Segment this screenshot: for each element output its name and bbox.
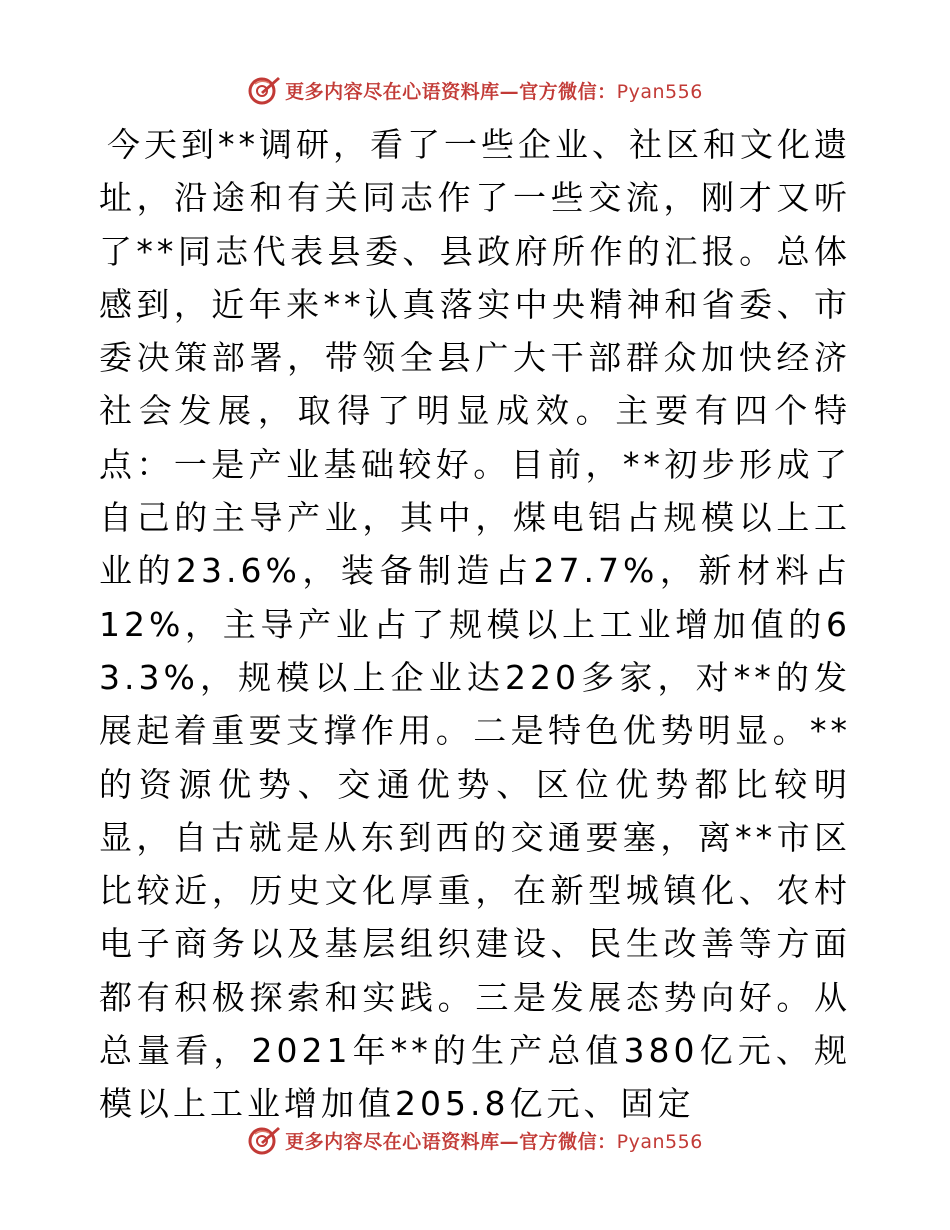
header-banner: [0, 70, 950, 110]
pen-logo-icon: [247, 73, 281, 107]
header-banner-text: [285, 77, 703, 104]
footer-banner-contact: Pyan556: [616, 1130, 703, 1153]
footer-banner-text: [285, 1127, 703, 1154]
footer-banner: [0, 1120, 950, 1160]
body-paragraph: 今天到**调研，看了一些企业、社区和文化遗址，沿途和有关同志作了一些交流，刚才又听了**同志代表县委、县政府所作的汇报。总体感到，近年来**认真落实中央精神和省委、市委决策部署，带领全县广大干部群众加快经济社会发展，取得了明显成效。主要有四个特点：一是产业基础较好。目前，**初步形成了自己的主导产业，其中，煤电铝占规模以上工业的23.6%，装备制造占27.7%，新材料占12%，主导产业占了规模以上工业增加值的63.3%，规模以上企业达220多家，对**的发展起着重要支撑作用。二是特色优势明显。**的资源优势、交通优势、区位优势都比较明显，自古就是从东到西的交通要塞，离**市区比较近，历史文化厚重，在新型城镇化、农村电子商务以及基层组织建设、民生改善等方面都有积极探索和实践。三是发展态势向好。从总量看，2021年**的生产总值380亿元、规模以上工业增加值205.8亿元、固定: [99, 125, 851, 1124]
pen-logo-icon: [247, 1123, 281, 1157]
header-banner-label: 更多内容尽在心语资料库—官方微信：: [285, 80, 617, 103]
footer-banner-label: 更多内容尽在心语资料库—官方微信：: [285, 1130, 617, 1153]
header-banner-contact: Pyan556: [616, 80, 703, 103]
